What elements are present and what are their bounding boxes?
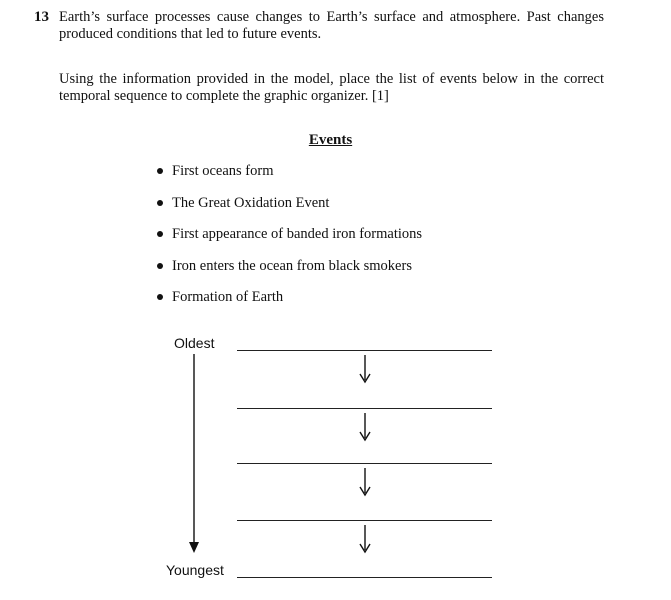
- down-arrow-icon: [358, 413, 372, 443]
- youngest-label: Youngest: [166, 562, 224, 578]
- question-instruction: Using the information provided in the model, place the list of events below in the correct temporal sequence to complete the graphic organizer. [1]: [59, 71, 604, 104]
- answer-blank-5[interactable]: [237, 577, 492, 578]
- down-arrow-icon: [358, 355, 372, 385]
- question-number: 13: [34, 9, 49, 25]
- event-item: The Great Oxidation Event: [156, 192, 422, 224]
- answer-blank-4[interactable]: [237, 520, 492, 521]
- answer-blank-1[interactable]: [237, 350, 492, 351]
- answer-blank-3[interactable]: [237, 463, 492, 464]
- event-item: First oceans form: [156, 160, 422, 192]
- event-item: Formation of Earth: [156, 286, 422, 318]
- question-stem: Earth’s surface processes cause changes to Earth’s surface and atmosphere. Past changes produced conditions that led to future events.: [59, 9, 604, 42]
- down-arrow-icon: [358, 525, 372, 555]
- events-heading: Events: [308, 132, 353, 148]
- event-item: First appearance of banded iron formations: [156, 223, 422, 255]
- down-arrow-icon: [358, 468, 372, 498]
- answer-blank-2[interactable]: [237, 408, 492, 409]
- event-item: Iron enters the ocean from black smokers: [156, 255, 422, 287]
- time-arrow-icon: [186, 354, 202, 554]
- oldest-label: Oldest: [174, 335, 215, 351]
